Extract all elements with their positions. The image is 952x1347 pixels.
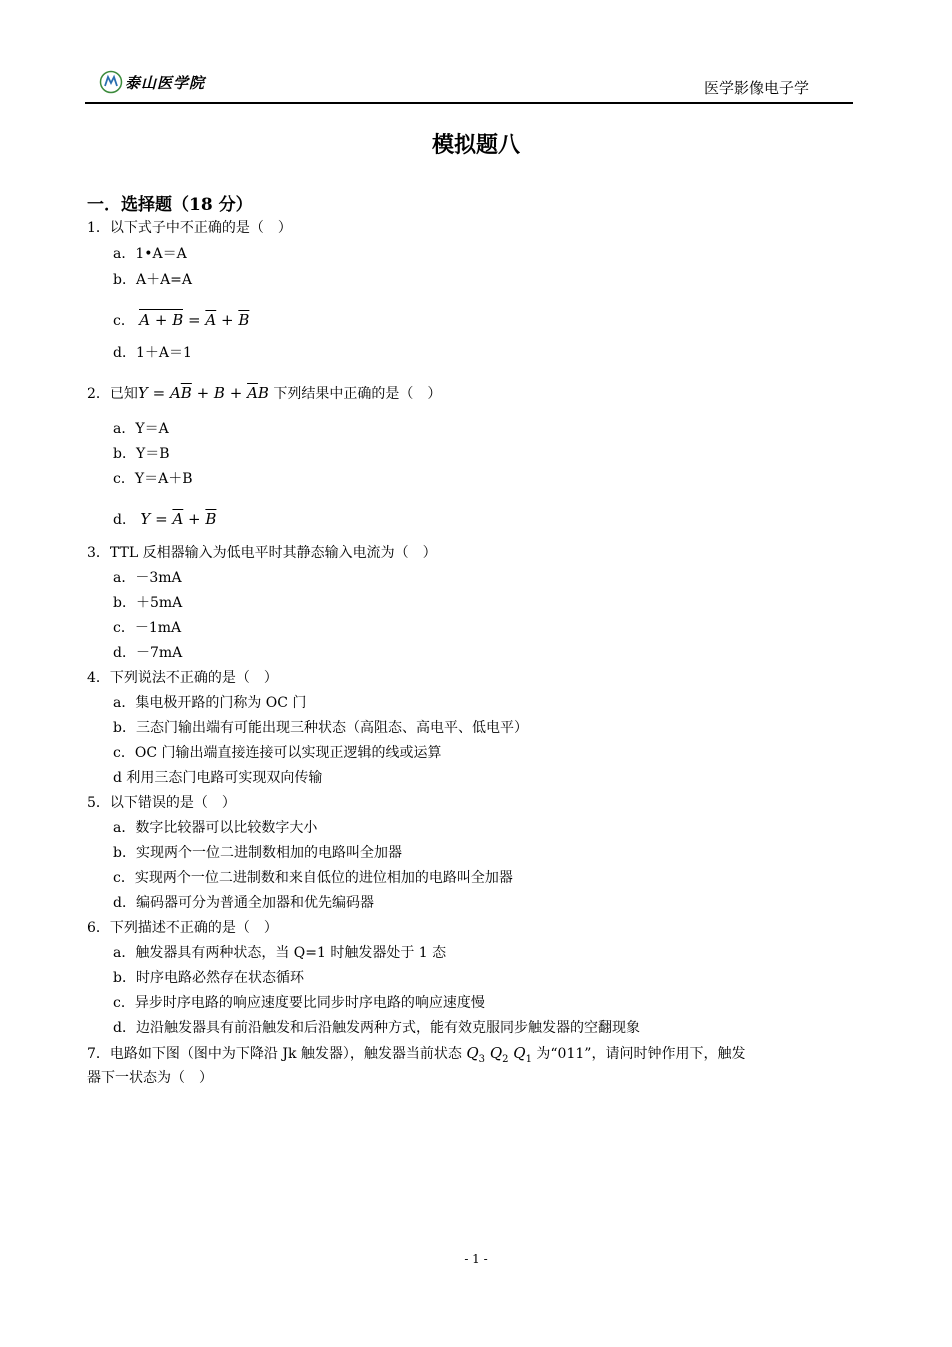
q2-t3a: $\overline{A}$	[247, 384, 258, 402]
q1-option-b: b．A＋A=A	[113, 272, 193, 288]
q2-p1: +	[191, 384, 214, 402]
school-emblem-icon	[99, 70, 123, 94]
q7-text-line2: 器下一状态为（ ）	[87, 1070, 213, 1086]
q4-option-a: a．集电极开路的门称为 OC 门	[113, 695, 307, 711]
page-title: 模拟题八	[431, 132, 520, 158]
q3-text: 3．TTL 反相器输入为低电平时其静态输入电流为（ ）	[87, 545, 437, 561]
q2-t3b: B	[257, 384, 269, 402]
q5-text: 5．以下错误的是（ ）	[87, 795, 236, 811]
q2-d-b: $\overline{B}$	[205, 510, 217, 528]
q1-c-plus: +	[216, 311, 239, 329]
q3-option-a: a．－3mA	[113, 570, 182, 586]
q2-d-plus: +	[183, 510, 206, 528]
q3-option-c: c．－1mA	[113, 620, 182, 636]
q2-y: Y	[137, 384, 148, 402]
q2-suffix: 下列结果中正确的是（ ）	[268, 386, 442, 402]
page-header	[85, 68, 853, 104]
q6-option-c: c．异步时序电路的响应速度要比同步时序电路的响应速度慢	[113, 995, 485, 1011]
q7-s1: 1	[525, 1053, 532, 1065]
q2-t1b: $\overline{B}$	[180, 384, 192, 402]
q5-option-c: c．实现两个一位二进制数和来自低位的进位相加的电路叫全加器	[113, 870, 513, 886]
q2-t1a: A	[169, 384, 181, 402]
q2-text	[87, 384, 441, 403]
q6-option-b: b．时序电路必然存在状态循环	[113, 970, 304, 986]
q1-c-lhs: A + B	[139, 311, 184, 329]
q2-d-label: d．	[113, 512, 136, 528]
q4-option-c: c．OC 门输出端直接连接可以实现正逻辑的线或运算	[113, 745, 442, 761]
q2-option-a: a．Y＝A	[113, 421, 169, 437]
q1-c-a: $\overline{A}$	[205, 311, 217, 329]
q7-s2: 2	[502, 1053, 509, 1065]
q2-eq: =	[147, 384, 170, 402]
q7-q1: Q	[508, 1044, 526, 1062]
page-number: - 1 -	[464, 1252, 488, 1266]
q1-option-d: d．1＋A＝1	[113, 345, 192, 361]
q2-d-y: Y	[140, 510, 151, 528]
q2-d-a: $\overline{A}$	[172, 510, 184, 528]
q4-text: 4．下列说法不正确的是（ ）	[87, 670, 278, 686]
q5-option-d: d．编码器可分为普通全加器和优先编码器	[113, 895, 374, 911]
q1-text: 1．以下式子中不正确的是（ ）	[87, 220, 292, 236]
school-logo	[99, 70, 205, 94]
q4-option-b: b．三态门输出端有可能出现三种状态（高阻态、高电平、低电平）	[113, 720, 528, 736]
q1-c-label: c．	[113, 313, 135, 329]
q2-t2: B	[213, 384, 225, 402]
q7-q2: Q	[485, 1044, 503, 1062]
q1-option-c	[113, 311, 249, 330]
q1-c-b: $\overline{B}$	[238, 311, 250, 329]
q1-option-a: a．1•A＝A	[113, 246, 187, 262]
q2-option-c: c．Y＝A＋B	[113, 471, 193, 487]
q2-option-b: b．Y＝B	[113, 446, 170, 462]
q7-q3: Q	[466, 1044, 479, 1062]
q7-l1a: 7．电路如下图（图中为下降沿 Jk 触发器），触发器当前状态	[87, 1046, 467, 1062]
q2-d-eq: =	[150, 510, 173, 528]
q3-option-b: b．＋5mA	[113, 595, 183, 611]
section-heading: 一．选择题（18 分）	[87, 195, 253, 215]
q2-prefix: 2．已知	[87, 386, 138, 402]
q7-s3: 3	[478, 1053, 486, 1065]
q6-option-a: a．触发器具有两种状态，当 Q=1 时触发器处于 1 态	[113, 945, 447, 961]
q7-text-line1	[87, 1044, 745, 1069]
q6-text: 6．下列描述不正确的是（ ）	[87, 920, 278, 936]
q2-option-d	[113, 510, 216, 529]
q7-l1b: 为“011”，请问时钟作用下，触发	[531, 1046, 746, 1062]
q3-option-d: d．－7mA	[113, 645, 183, 661]
q2-p2: +	[224, 384, 248, 402]
q4-option-d: d 利用三态门电路可实现双向传输	[113, 770, 323, 786]
school-name: 泰山医学院	[125, 73, 206, 92]
q5-option-a: a．数字比较器可以比较数字大小	[113, 820, 318, 836]
course-name: 医学影像电子学	[703, 79, 809, 97]
q6-option-d: d．边沿触发器具有前沿触发和后沿触发两种方式，能有效克服同步触发器的空翻现象	[113, 1020, 640, 1036]
q5-option-b: b．实现两个一位二进制数相加的电路叫全加器	[113, 845, 402, 861]
q1-c-eq: =	[183, 311, 206, 329]
